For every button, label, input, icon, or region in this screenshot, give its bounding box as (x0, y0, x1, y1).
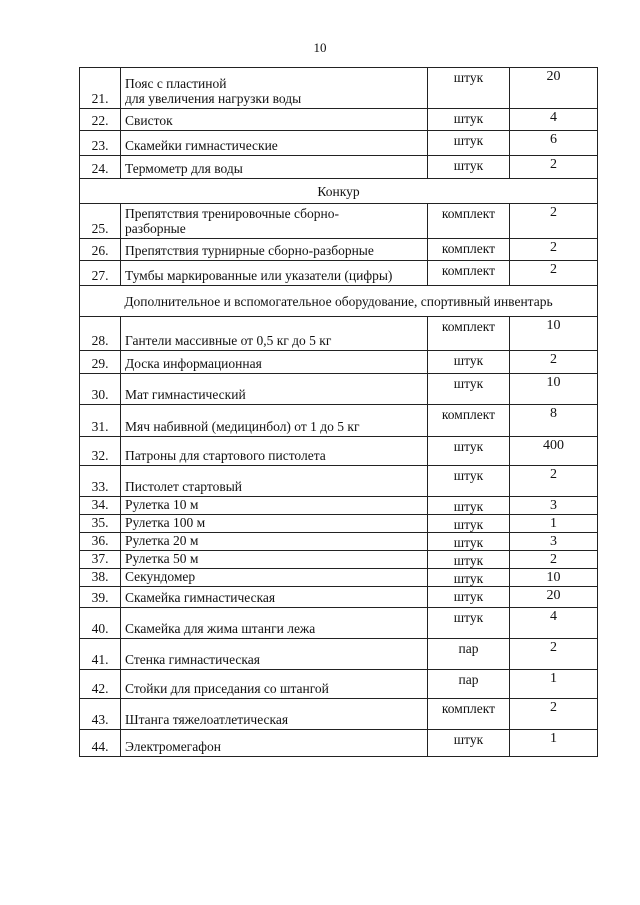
table-row (80, 374, 598, 405)
table-row (80, 109, 598, 131)
table-row (80, 261, 598, 286)
item-unit: штук (428, 351, 510, 374)
item-quantity: 20 (510, 587, 598, 608)
item-unit: комплект (428, 405, 510, 437)
item-unit: пар (428, 670, 510, 699)
row-number: 31. (80, 405, 121, 437)
item-name: Гантели массивные от 0,5 кг до 5 кг (121, 317, 428, 351)
item-name: Пистолет стартовый (121, 466, 428, 497)
row-number: 21. (80, 68, 121, 109)
item-quantity: 10 (510, 374, 598, 405)
item-unit: комплект (428, 699, 510, 730)
row-number: 38. (80, 569, 121, 587)
item-unit: штук (428, 515, 510, 533)
item-unit: штук (428, 551, 510, 569)
table-row (80, 204, 598, 239)
item-name: Термометр для воды (121, 156, 428, 179)
row-number: 28. (80, 317, 121, 351)
item-quantity: 2 (510, 204, 598, 239)
table-row (80, 466, 598, 497)
item-unit: штук (428, 156, 510, 179)
item-unit: штук (428, 587, 510, 608)
row-number: 24. (80, 156, 121, 179)
row-number: 33. (80, 466, 121, 497)
item-unit: штук (428, 131, 510, 156)
item-unit: штук (428, 109, 510, 131)
item-quantity: 3 (510, 533, 598, 551)
row-number: 32. (80, 437, 121, 466)
item-name: Препятствия тренировочные сборно- разборные (121, 204, 428, 239)
section-header-row (80, 286, 598, 317)
row-number: 42. (80, 670, 121, 699)
equipment-table-body (80, 68, 598, 757)
item-unit: штук (428, 533, 510, 551)
item-quantity: 2 (510, 351, 598, 374)
table-row (80, 515, 598, 533)
item-unit: штук (428, 608, 510, 639)
table-row (80, 639, 598, 670)
table-row (80, 239, 598, 261)
item-unit: штук (428, 497, 510, 515)
item-quantity: 3 (510, 497, 598, 515)
table-row (80, 699, 598, 730)
item-quantity: 2 (510, 156, 598, 179)
item-quantity: 6 (510, 131, 598, 156)
row-number: 26. (80, 239, 121, 261)
item-unit: комплект (428, 317, 510, 351)
item-name: Патроны для стартового пистолета (121, 437, 428, 466)
item-name: Препятствия турнирные сборно-разборные (121, 239, 428, 261)
table-row (80, 569, 598, 587)
page-number: 10 (313, 40, 327, 55)
item-unit: комплект (428, 204, 510, 239)
table-row (80, 533, 598, 551)
table-row (80, 131, 598, 156)
table-row (80, 730, 598, 757)
item-quantity: 2 (510, 466, 598, 497)
table-row (80, 587, 598, 608)
item-quantity: 1 (510, 730, 598, 757)
row-number: 22. (80, 109, 121, 131)
item-name: Тумбы маркированные или указатели (цифры) (121, 261, 428, 286)
table-row (80, 670, 598, 699)
item-quantity: 2 (510, 551, 598, 569)
item-quantity: 2 (510, 239, 598, 261)
item-name: Рулетка 20 м (121, 533, 428, 551)
table-row (80, 551, 598, 569)
equipment-table (79, 67, 598, 757)
item-name: Штанга тяжелоатлетическая (121, 699, 428, 730)
section-header-row (80, 179, 598, 204)
item-name: Скамейка гимнастическая (121, 587, 428, 608)
row-number: 40. (80, 608, 121, 639)
table-row (80, 317, 598, 351)
item-quantity: 20 (510, 68, 598, 109)
item-name: Стойки для приседания со штангой (121, 670, 428, 699)
item-name: Скамейка для жима штанги лежа (121, 608, 428, 639)
item-unit: комплект (428, 261, 510, 286)
item-unit: штук (428, 466, 510, 497)
table-row (80, 68, 598, 109)
table-row (80, 156, 598, 179)
item-name: Свисток (121, 109, 428, 131)
item-name: Скамейки гимнастические (121, 131, 428, 156)
table-row (80, 608, 598, 639)
row-number: 43. (80, 699, 121, 730)
item-name: Электромегафон (121, 730, 428, 757)
section-title: Дополнительное и вспомогательное оборудование, спортивный инвентарь (80, 286, 598, 317)
item-quantity: 1 (510, 670, 598, 699)
section-title: Конкур (80, 179, 598, 204)
item-name: Рулетка 50 м (121, 551, 428, 569)
item-name: Доска информационная (121, 351, 428, 374)
item-quantity: 8 (510, 405, 598, 437)
item-unit: штук (428, 68, 510, 109)
item-quantity: 1 (510, 515, 598, 533)
table-row (80, 405, 598, 437)
row-number: 27. (80, 261, 121, 286)
item-unit: штук (428, 374, 510, 405)
item-name: Пояс с пластиной для увеличения нагрузки воды (121, 68, 428, 109)
item-quantity: 400 (510, 437, 598, 466)
item-unit: пар (428, 639, 510, 670)
table-row (80, 437, 598, 466)
row-number: 39. (80, 587, 121, 608)
row-number: 35. (80, 515, 121, 533)
row-number: 37. (80, 551, 121, 569)
row-number: 34. (80, 497, 121, 515)
item-unit: штук (428, 569, 510, 587)
item-name: Рулетка 100 м (121, 515, 428, 533)
item-unit: штук (428, 437, 510, 466)
item-quantity: 10 (510, 317, 598, 351)
item-unit: штук (428, 730, 510, 757)
item-name: Стенка гимнастическая (121, 639, 428, 670)
row-number: 36. (80, 533, 121, 551)
row-number: 30. (80, 374, 121, 405)
item-quantity: 4 (510, 608, 598, 639)
item-quantity: 2 (510, 261, 598, 286)
table-row (80, 497, 598, 515)
row-number: 29. (80, 351, 121, 374)
row-number: 44. (80, 730, 121, 757)
table-row (80, 351, 598, 374)
row-number: 41. (80, 639, 121, 670)
item-name: Мяч набивной (медицинбол) от 1 до 5 кг (121, 405, 428, 437)
item-quantity: 4 (510, 109, 598, 131)
item-name: Рулетка 10 м (121, 497, 428, 515)
item-quantity: 2 (510, 639, 598, 670)
row-number: 23. (80, 131, 121, 156)
row-number: 25. (80, 204, 121, 239)
item-quantity: 2 (510, 699, 598, 730)
item-unit: комплект (428, 239, 510, 261)
item-name: Мат гимнастический (121, 374, 428, 405)
item-name: Секундомер (121, 569, 428, 587)
item-quantity: 10 (510, 569, 598, 587)
